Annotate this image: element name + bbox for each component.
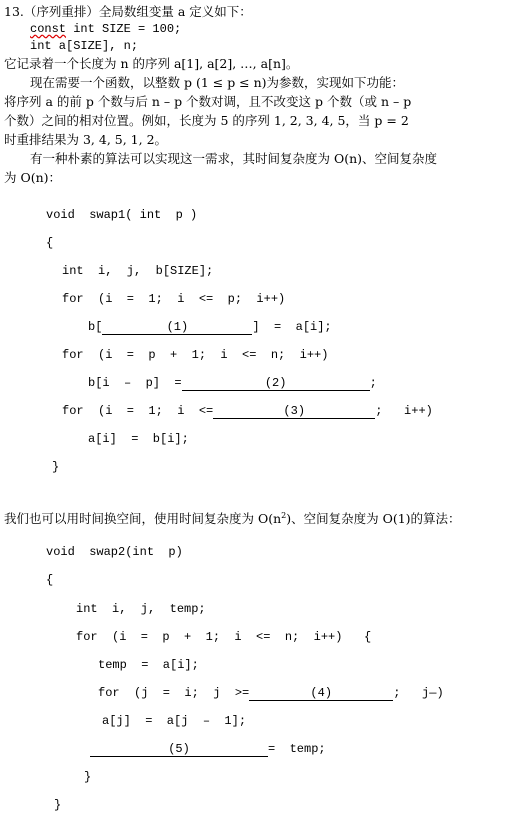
swap1-assign-a: a[i] = b[i]; [88, 432, 189, 446]
swap2-shift: a[j] = a[j – 1]; [102, 714, 247, 728]
swap2-temp-assign: temp = a[i]; [98, 658, 199, 672]
swap1-assign-b2-pre: b[i – p] = [88, 376, 182, 390]
swap2-inner-close-brace: } [84, 770, 92, 784]
const-keyword: const [30, 22, 67, 36]
paragraph-function-1: 现在需要一个函数，以整数 p (1 ≤ p ≤ n)为参数，实现如下功能： [30, 75, 405, 90]
swap1-for-3 [62, 403, 433, 419]
paragraph-sequence: 它记录着一个长度为 n 的序列 a[1], a[2], …, a[n]。 [4, 56, 299, 71]
swap2-locals: int i, j, temp; [76, 602, 206, 616]
swap2-open-brace: { [46, 573, 54, 587]
time-space-pre: 我们也可以用时间换空间，使用时间复杂度为 O(n [4, 511, 282, 527]
swap1-for-2: for (i = p + 1; i <= n; i++) [62, 348, 329, 362]
swap2-for-inner-pre: for (j = i; j >= [98, 686, 250, 700]
swap2-for-outer: for (i = p + 1; i <= n; i++) { [76, 630, 372, 644]
blank-1[interactable]: (1) [102, 320, 252, 335]
swap1-for-3-pre: for (i = 1; i <= [62, 404, 214, 418]
blank-4[interactable]: (4) [249, 686, 393, 701]
swap1-for-1: for (i = 1; i <= p; i++) [62, 292, 286, 306]
swap2-signature: void swap2(int p) [46, 545, 183, 559]
paragraph-time-space [4, 508, 461, 527]
swap1-assign-b2-post: ; [369, 376, 377, 390]
swap1-signature: void swap1( int p ) [46, 208, 198, 222]
swap1-locals: int i, j, b[SIZE]; [62, 264, 214, 278]
swap2-for-inner-post: ; j—) [393, 686, 444, 700]
blank-2[interactable]: (2) [182, 376, 370, 391]
swap2-for-inner [98, 685, 444, 701]
array-declaration: int a[SIZE], n; [30, 39, 139, 53]
blank-5[interactable]: (5) [90, 742, 268, 757]
paragraph-function-2: 将序列 a 的前 p 个数与后 n – p 个数对调，且不改变这 p 个数（或 n – p [4, 94, 412, 109]
swap2-close-brace: } [54, 798, 62, 812]
swap2-final-assign-post: = temp; [268, 742, 326, 756]
time-space-post: )、空间复杂度为 O(1)的算法： [286, 511, 461, 527]
paragraph-naive-2: 为 O(n)： [4, 170, 62, 185]
const-rest: int SIZE = 100; [66, 22, 182, 36]
swap1-close-brace: } [52, 460, 60, 474]
swap1-open-brace: { [46, 236, 54, 250]
swap1-assign-b [88, 319, 332, 335]
paragraph-function-4: 时重排结果为 3, 4, 5, 1, 2。 [4, 132, 168, 147]
problem-header: 13.（序列重排）全局数组变量 a 定义如下： [4, 4, 252, 19]
paragraph-naive-1: 有一种朴素的算法可以实现这一需求，其时间复杂度为 O(n)、空间复杂度 [30, 151, 438, 166]
const-declaration [30, 21, 181, 37]
swap1-assign-b2 [88, 375, 377, 391]
swap2-final-assign [90, 741, 326, 757]
swap1-assign-b-post: ] = a[i]; [252, 320, 332, 334]
time-space-sup: 2 [281, 511, 287, 520]
swap1-assign-b-pre: b[ [88, 320, 103, 334]
swap1-for-3-post: ; i++) [375, 404, 433, 418]
blank-3[interactable]: (3) [213, 404, 375, 419]
paragraph-function-3: 个数）之间的相对位置。例如，长度为 5 的序列 1, 2, 3, 4, 5，当 p = 2 [4, 113, 409, 128]
